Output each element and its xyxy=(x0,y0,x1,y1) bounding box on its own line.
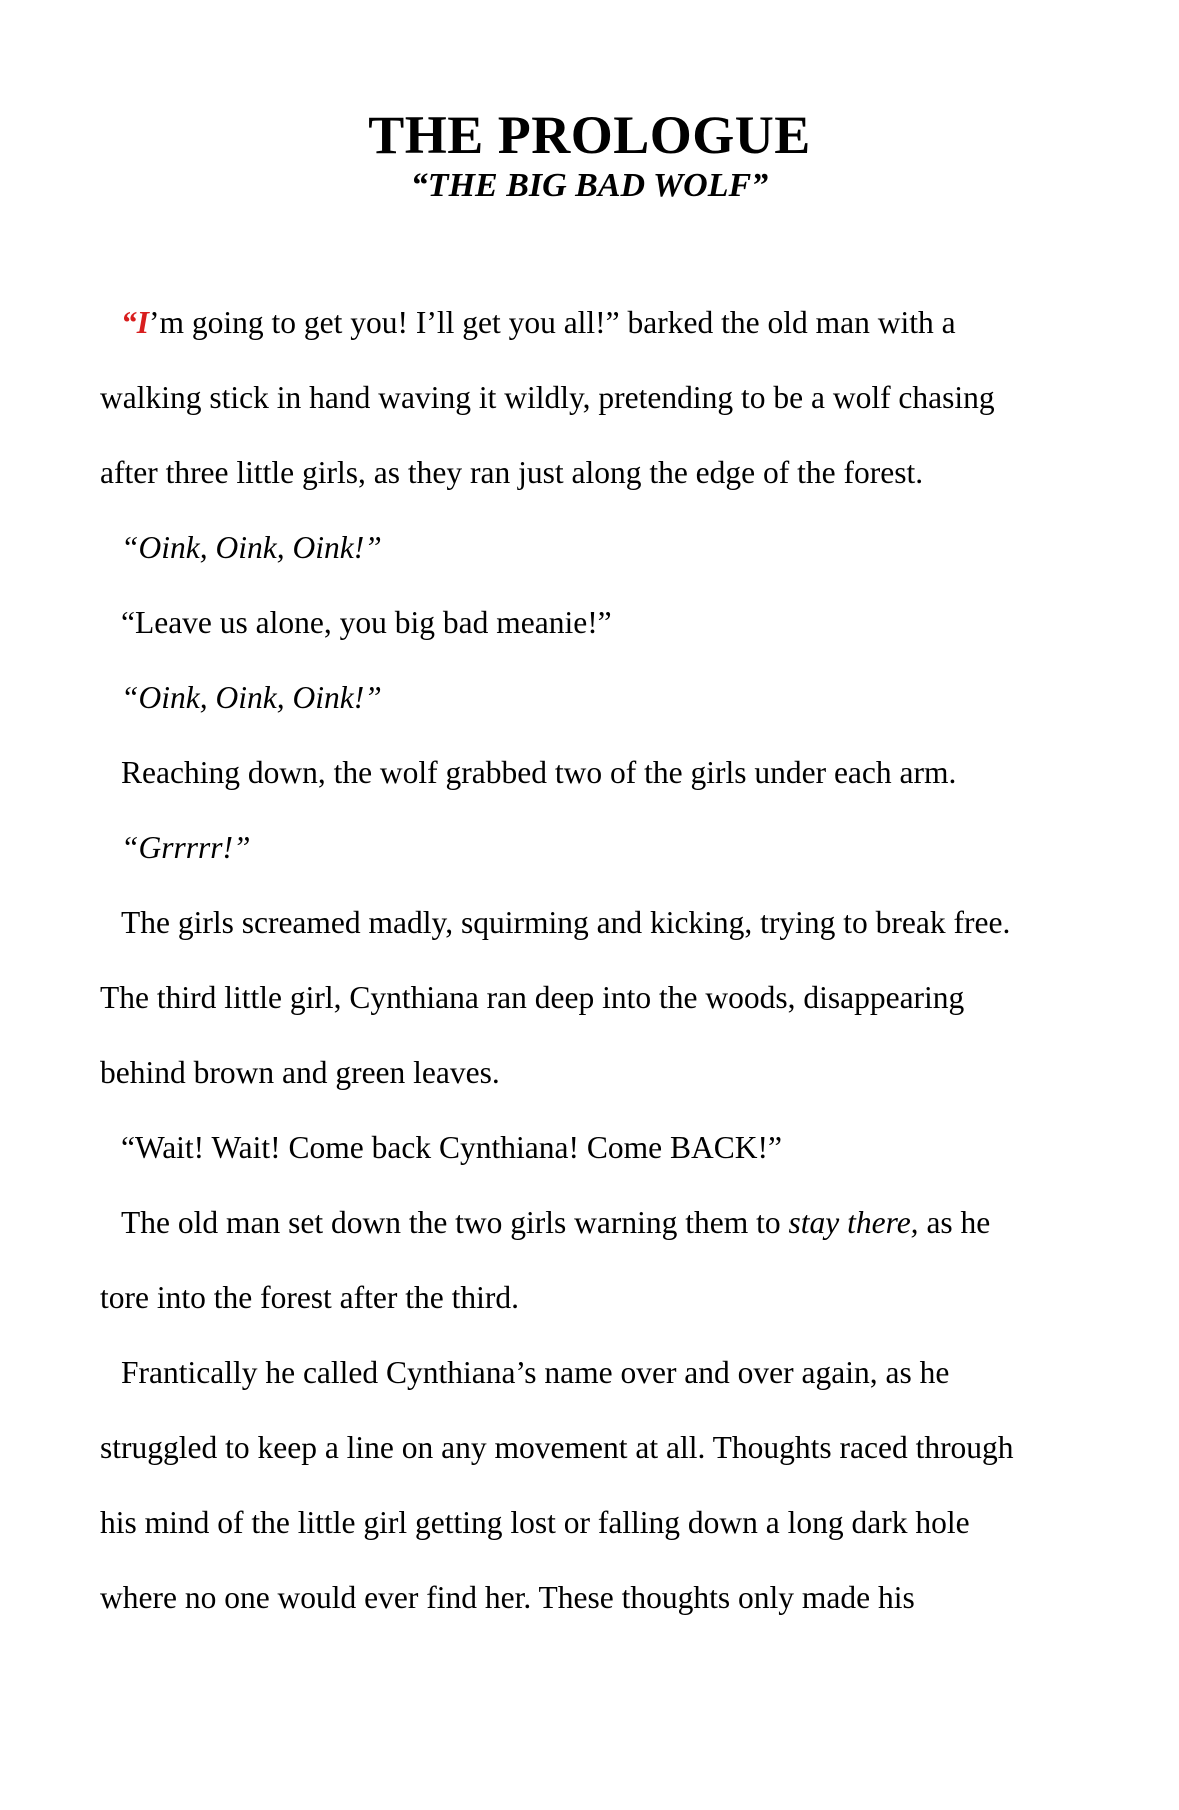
text-line: behind brown and green leaves. xyxy=(100,1055,500,1090)
text-line-italic: “Oink, Oink, Oink!” xyxy=(121,530,382,565)
text-line: Frantically he called Cynthiana’s name over and over again, as he xyxy=(121,1355,950,1390)
text-line: “Leave us alone, you big bad meanie!” xyxy=(121,605,612,640)
chapter-title: THE PROLOGUE xyxy=(368,105,811,165)
text-line-italic: “Oink, Oink, Oink!” xyxy=(121,680,382,715)
text-line-italic: “Grrrrr!” xyxy=(121,830,251,865)
text-line: his mind of the little girl getting lost or falling down a long dark hole xyxy=(100,1505,970,1540)
story-body xyxy=(100,285,1100,1635)
text-line xyxy=(100,285,1100,360)
text-line: struggled to keep a line on any movement at all. Thoughts raced through xyxy=(100,1430,1014,1465)
text-segment: The old man set down the two girls warning them to xyxy=(121,1205,789,1240)
text-segment-italic: stay there, xyxy=(788,1205,919,1240)
text-line: walking stick in hand waving it wildly, pretending to be a wolf chasing xyxy=(100,380,995,415)
chapter-subtitle: “THE BIG BAD WOLF” xyxy=(410,167,769,204)
drop-cap: “I xyxy=(121,305,150,340)
text-line: tore into the forest after the third. xyxy=(100,1280,519,1315)
text-segment: as he xyxy=(918,1205,991,1240)
text-line-content: ’m going to get you! I’ll get you all!” barked the old man with a xyxy=(149,305,956,340)
text-line xyxy=(100,1185,1100,1260)
text-line: Reaching down, the wolf grabbed two of the girls under each arm. xyxy=(121,755,957,790)
text-line: The girls screamed madly, squirming and kicking, trying to break free. xyxy=(121,905,1011,940)
text-line: The third little girl, Cynthiana ran deep into the woods, disappearing xyxy=(100,980,965,1015)
text-line: after three little girls, as they ran just along the edge of the forest. xyxy=(100,455,924,490)
text-line: where no one would ever find her. These thoughts only made his xyxy=(100,1580,915,1615)
text-line: “Wait! Wait! Come back Cynthiana! Come BACK!” xyxy=(121,1130,782,1165)
